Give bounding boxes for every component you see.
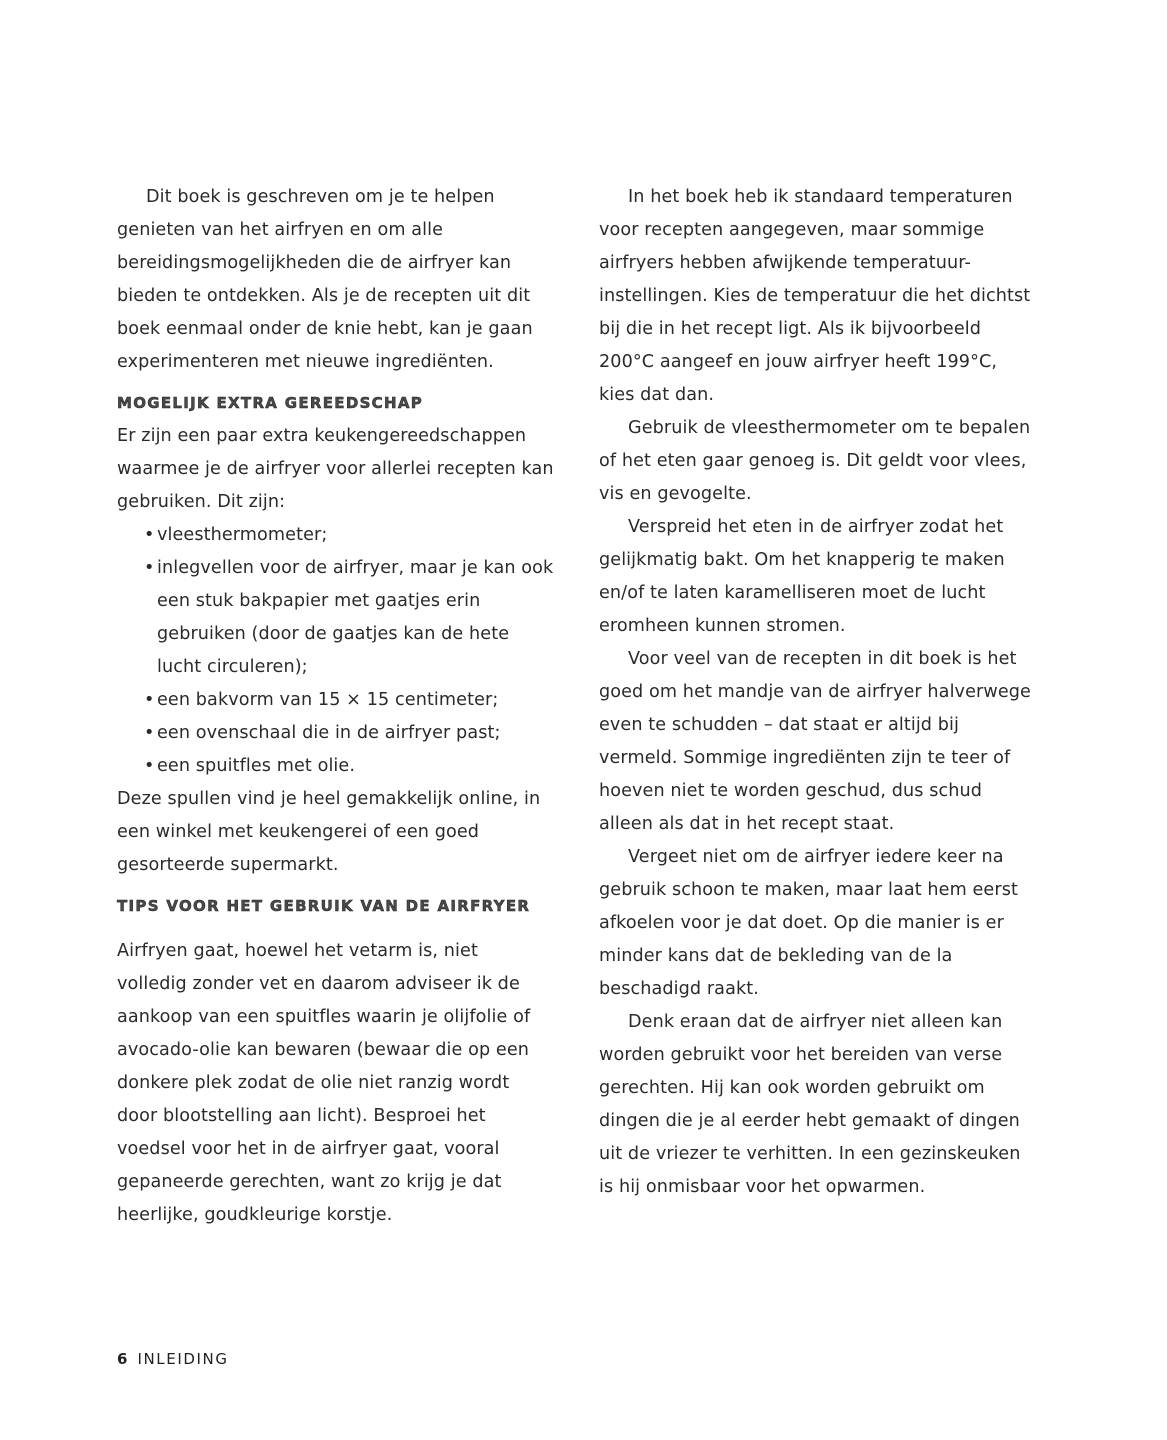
text-line: Airfryen gaat, hoewel het vetarm is, niet [117, 941, 478, 962]
tips-paragraph [117, 935, 587, 1232]
text-line: airfryers hebben afwijkende temperatuur- [599, 253, 971, 273]
right-column [599, 181, 1059, 1204]
text-line: alleen als dat in het recept staat. [599, 814, 895, 834]
extra-tools-outro [117, 783, 587, 882]
list-item-text: inlegvellen voor de airfryer, maar je kan ook [157, 558, 554, 578]
list-item-text: vleesthermometer; [157, 525, 328, 545]
text-line: 200°C aangeef en jouw airfryer heeft 199°C, [599, 352, 998, 372]
bullet-line [117, 552, 587, 585]
section-heading-tips: TIPS VOOR HET GEBRUIK VAN DE AIRFRYER [117, 897, 531, 915]
text-line: instellingen. Kies de temperatuur die het dichtst [599, 286, 1031, 306]
text-line: even te schudden – dat staat er altijd bij [599, 715, 960, 735]
list-item-text: een spuitfles met olie. [157, 756, 356, 776]
list-item [117, 717, 587, 750]
text-line: afkoelen voor je dat doet. Op die manier is er [599, 913, 1004, 933]
text-line: Voor veel van de recepten in dit boek is het [628, 649, 1017, 669]
list-item [117, 519, 587, 552]
text-line: vermeld. Sommige ingrediënten zijn te teer of [599, 748, 1011, 768]
page-footer [117, 1350, 229, 1368]
extra-tools-intro [117, 420, 587, 519]
list-item-text: lucht circuleren); [157, 657, 308, 677]
text-line: gesorteerde supermarkt. [117, 855, 339, 875]
text-line: eromheen kunnen stromen. [599, 616, 846, 636]
text-line: boek eenmaal onder de knie hebt, kan je gaan [117, 319, 533, 339]
bullet-icon: • [144, 558, 155, 578]
text-line: Dit boek is geschreven om je te helpen [146, 187, 495, 207]
text-line: is hij onmisbaar voor het opwarmen. [599, 1177, 926, 1197]
text-line: donkere plek zodat de olie niet ranzig wordt [117, 1073, 510, 1094]
list-item [117, 552, 587, 684]
bullet-icon: • [144, 756, 155, 776]
list-item-text: gebruiken (door de gaatjes kan de hete [157, 624, 510, 644]
bullet-line [117, 750, 587, 783]
text-line: avocado-olie kan bewaren (bewaar die op een [117, 1040, 530, 1061]
bullet-icon: • [144, 525, 155, 545]
text-line: Deze spullen vind je heel gemakkelijk online, in [117, 789, 541, 809]
page-number: 6 [117, 1350, 128, 1368]
text-line: experimenteren met nieuwe ingrediënten. [117, 352, 494, 372]
text-line: bieden te ontdekken. Als je de recepten uit dit [117, 286, 531, 306]
left-column [117, 181, 587, 1232]
text-line: bereidingsmogelijkheden die de airfryer kan [117, 253, 512, 273]
text-line: Gebruik de vleesthermometer om te bepalen [628, 418, 1031, 438]
text-line: Er zijn een paar extra keukengereedschappen [117, 426, 527, 446]
paragraph-thermometer [599, 412, 1059, 511]
text-line: aankoop van een spuitfles waarin je olijfolie of [117, 1007, 531, 1028]
intro-paragraph [117, 181, 587, 379]
text-line: gebruik schoon te maken, maar laat hem eerst [599, 880, 1018, 900]
text-line: of het eten gaar genoeg is. Dit geldt voor vlees, [599, 451, 1027, 471]
text-line: minder kans dat de bekleding van de la [599, 946, 953, 966]
text-line: een winkel met keukengerei of een goed [117, 822, 480, 842]
text-line: gelijkmatig bakt. Om het knapperig te maken [599, 550, 1005, 570]
paragraph-reheating [599, 1006, 1059, 1204]
text-line: heerlijke, goudkleurige korstje. [117, 1205, 393, 1226]
paragraph-cleaning [599, 841, 1059, 1006]
text-line: bij die in het recept ligt. Als ik bijvoorbeeld [599, 319, 982, 339]
bullet-icon: • [144, 690, 155, 710]
paragraph-temperatures [599, 181, 1059, 412]
bullet-line [117, 519, 587, 552]
list-item [117, 684, 587, 717]
text-line: vis en gevogelte. [599, 484, 752, 504]
text-line: voedsel voor het in de airfryer gaat, vooral [117, 1139, 500, 1160]
text-line: door blootstelling aan licht). Besproei het [117, 1106, 486, 1127]
bullet-icon: • [144, 723, 155, 743]
text-line: dingen die je al eerder hebt gemaakt of dingen [599, 1111, 1020, 1131]
text-line: beschadigd raakt. [599, 979, 759, 999]
text-line: voor recepten aangegeven, maar sommige [599, 220, 985, 240]
text-line: hoeven niet te worden geschud, dus schud [599, 781, 983, 801]
text-line: gepaneerde gerechten, want zo krijg je dat [117, 1172, 502, 1193]
text-line: waarmee je de airfryer voor allerlei recepten kan [117, 459, 554, 479]
text-line: In het boek heb ik standaard temperaturen [628, 187, 1013, 207]
text-line: kies dat dan. [599, 385, 715, 405]
text-line: worden gebruikt voor het bereiden van verse [599, 1045, 1003, 1065]
list-item-text: een stuk bakpapier met gaatjes erin [157, 591, 481, 611]
text-line: uit de vriezer te verhitten. In een gezinskeuken [599, 1144, 1021, 1164]
text-line: gerechten. Hij kan ook worden gebruikt om [599, 1078, 985, 1098]
text-line: gebruiken. Dit zijn: [117, 492, 286, 512]
text-line: volledig zonder vet en daarom adviseer ik de [117, 974, 520, 995]
text-line: Verspreid het eten in de airfryer zodat het [628, 517, 1004, 537]
section-heading-extra-tools: MOGELIJK EXTRA GEREEDSCHAP [117, 394, 424, 412]
text-line: goed om het mandje van de airfryer halverwege [599, 682, 1031, 702]
list-item-text: een bakvorm van 15 × 15 centimeter; [157, 690, 499, 710]
paragraph-spread-food [599, 511, 1059, 643]
tools-bullet-list [117, 519, 587, 783]
text-line: en/of te laten karamelliseren moet de lucht [599, 583, 986, 603]
text-line: genieten van het airfryen en om alle [117, 220, 444, 240]
list-item [117, 750, 587, 783]
bullet-line [117, 717, 587, 750]
paragraph-shake-basket [599, 643, 1059, 841]
chapter-title: INLEIDING [137, 1350, 229, 1368]
text-line: Vergeet niet om de airfryer iedere keer na [628, 847, 1004, 867]
list-item-text: een ovenschaal die in de airfryer past; [157, 723, 501, 743]
bullet-line [117, 684, 587, 717]
text-line: Denk eraan dat de airfryer niet alleen kan [628, 1012, 1003, 1032]
